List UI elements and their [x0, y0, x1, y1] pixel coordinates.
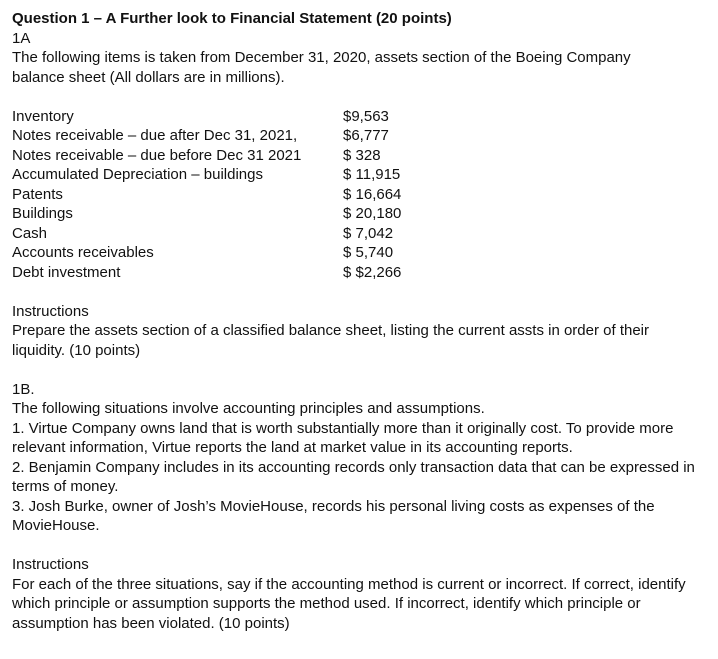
- asset-item: [12, 263, 712, 283]
- asset-item-value: $6,777: [343, 127, 389, 144]
- asset-item-label: Debt investment: [12, 263, 121, 281]
- asset-item: [12, 107, 712, 127]
- part-a-label: 1A: [12, 29, 31, 47]
- spacer: [12, 360, 712, 380]
- part-a-intro: The following items is taken from December 31, 2020, assets section of the Boeing Company balance sheet (All dollars are in millions).: [12, 49, 631, 86]
- asset-item-value: $ 11,915: [343, 166, 401, 183]
- spacer: [12, 87, 712, 107]
- spacer: [12, 536, 712, 556]
- part-b-instructions-text: For each of the three situations, say if the accounting method is current or incorrect. If correct, identify which principle or assumption supports the method used. If incorrect, identify which principle or assumption has been violated. (10 points): [12, 575, 686, 632]
- asset-item-value: $ $2,266: [343, 263, 402, 281]
- asset-item-value: $ 7,042: [343, 224, 394, 242]
- asset-items-list: [12, 107, 712, 283]
- asset-item: [12, 165, 712, 185]
- asset-item: [12, 146, 712, 166]
- asset-item-label: Cash: [12, 224, 48, 242]
- document-body: [12, 9, 712, 633]
- asset-item-label: Patents: [12, 185, 63, 203]
- situation-item: 1. Virtue Company owns land that is worth substantially more than it originally cost. To provide more relevant information, Virtue reports the land at market value in its accounting reports.: [12, 419, 674, 456]
- situation-item: 3. Josh Burke, owner of Josh’s MovieHouse, records his personal living costs as expenses of the MovieHouse.: [12, 497, 655, 534]
- asset-item-value: $ 16,664: [343, 185, 402, 203]
- asset-item-label: Accumulated Depreciation – buildings: [12, 166, 263, 183]
- situation-item: 2. Benjamin Company includes in its accounting records only transaction data that can be expressed in terms of money.: [12, 458, 695, 495]
- asset-item-value: $ 5,740: [343, 244, 394, 261]
- asset-item: [12, 204, 712, 224]
- asset-item: [12, 243, 712, 263]
- part-a-instructions-text: Prepare the assets section of a classified balance sheet, listing the current assts in order of their liquidity. (10 points): [12, 322, 650, 359]
- asset-item: [12, 185, 712, 205]
- asset-item-label: Buildings: [12, 205, 73, 222]
- asset-item-label: Notes receivable – due before Dec 31 2021: [12, 146, 302, 164]
- asset-item-label: Notes receivable – due after Dec 31, 2021,: [12, 127, 298, 144]
- asset-item: [12, 126, 712, 146]
- asset-item: [12, 224, 712, 244]
- part-b-label: 1B.: [12, 380, 35, 398]
- part-b-instructions-heading: Instructions: [12, 556, 89, 573]
- asset-item-value: $ 328: [343, 146, 381, 164]
- asset-item-value: $ 20,180: [343, 205, 402, 222]
- question-title: Question 1 – A Further look to Financial Statement (20 points): [12, 10, 452, 27]
- asset-item-value: $9,563: [343, 107, 389, 125]
- spacer: [12, 282, 712, 302]
- asset-item-label: Accounts receivables: [12, 244, 154, 261]
- part-b-intro: The following situations involve accounting principles and assumptions.: [12, 400, 485, 417]
- asset-item-label: Inventory: [12, 107, 74, 125]
- part-a-instructions-heading: Instructions: [12, 302, 89, 320]
